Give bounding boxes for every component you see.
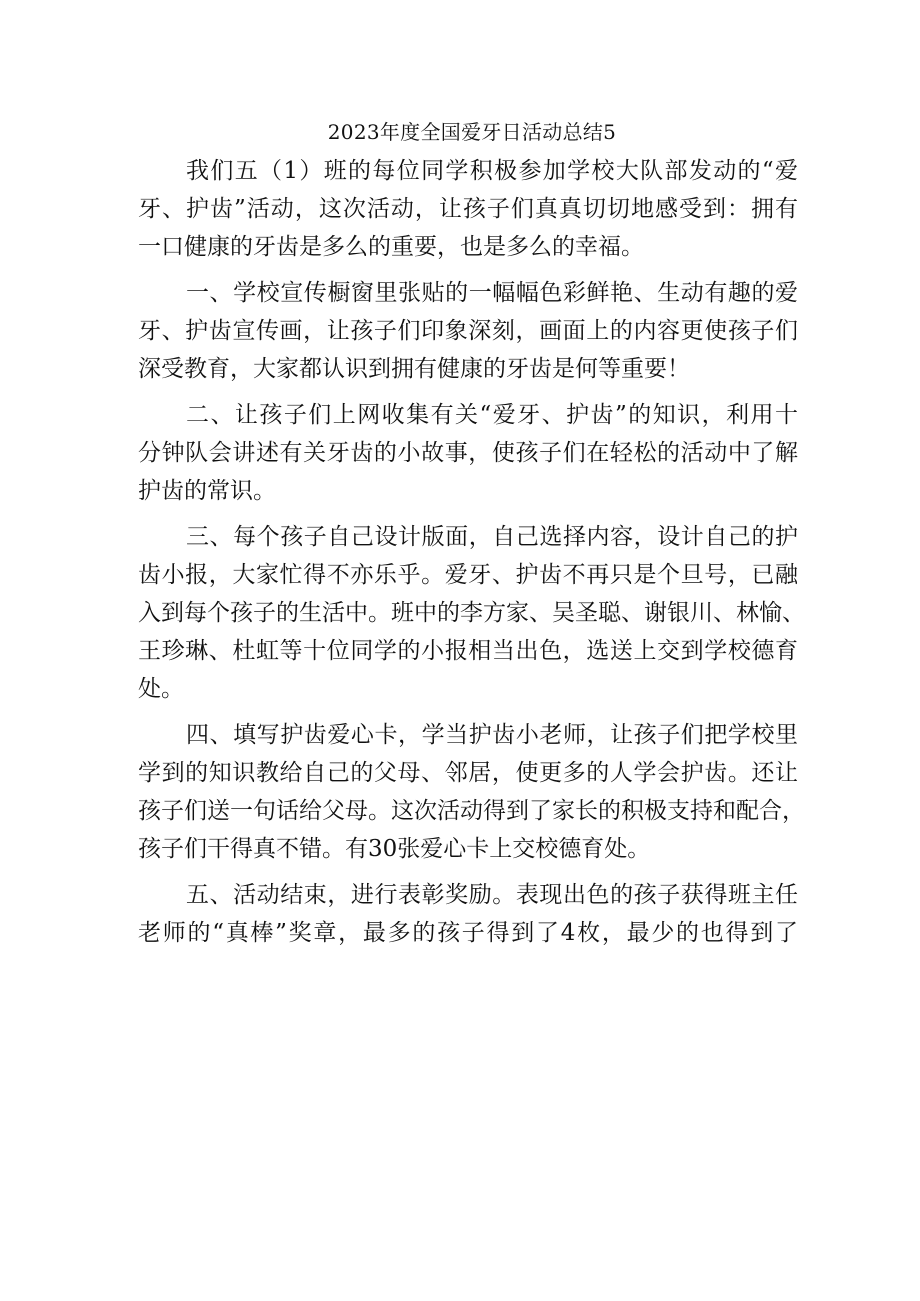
paragraph-line: 牙、护齿”活动，这次活动，让孩子们真真切切地感受到：拥有 [138, 196, 798, 222]
paragraph-line: 入到每个孩子的生活中。班中的李方家、吴圣聪、谢银川、林愉、 [138, 600, 805, 626]
paragraph-line: 深受教育，大家都认识到拥有健康的牙齿是何等重要！ [138, 356, 690, 382]
paragraph-line: 老师的“真棒”奖章，最多的孩子得到了4枚，最少的也得到了 [138, 920, 798, 946]
document-page [138, 112, 805, 960]
paragraph-line: 牙、护齿宣传画，让孩子们印象深刻，画面上的内容更使孩子们 [138, 318, 798, 344]
paragraph-line: 三、每个孩子自己设计版面，自己选择内容，设计自己的护 [186, 524, 798, 550]
paragraph-line: 护齿的常识。 [138, 478, 276, 504]
paragraph-section-1 [138, 274, 798, 388]
paragraph-line: 学到的知识教给自己的父母、邻居，使更多的人学会护齿。还让 [138, 760, 798, 786]
document-title: 2023年度全国爱牙日活动总结5 [327, 120, 617, 144]
paragraph-section-3 [138, 518, 805, 708]
paragraph-section-2 [138, 396, 798, 510]
paragraph-line: 分钟队会讲述有关牙齿的小故事，使孩子们在轻松的活动中了解 [138, 440, 798, 466]
paragraph-line: 齿小报，大家忙得不亦乐乎。爱牙、护齿不再只是个旦号，已融 [138, 562, 798, 588]
paragraph-intro [138, 152, 798, 266]
paragraph-line: 我们五（1）班的每位同学积极参加学校大队部发动的“爱 [186, 158, 798, 184]
paragraph-line: 王珍琳、杜虹等十位同学的小报相当出色，选送上交到学校德育 [138, 638, 798, 664]
paragraph-section-5 [138, 876, 798, 952]
paragraph-line: 二、让孩子们上网收集有关“爱牙、护齿”的知识，利用十 [186, 402, 798, 428]
paragraph-line: 五、活动结束，进行表彰奖励。表现出色的孩子获得班主任 [186, 882, 798, 908]
paragraph-line: 孩子们送一句话给父母。这次活动得到了家长的积极支持和配合， [138, 798, 805, 824]
paragraph-section-4 [138, 716, 805, 868]
paragraph-line: 一、学校宣传橱窗里张贴的一幅幅色彩鲜艳、生动有趣的爱 [186, 280, 798, 306]
paragraph-line: 四、填写护齿爱心卡，学当护齿小老师，让孩子们把学校里 [186, 722, 798, 748]
paragraph-line: 孩子们干得真不错。有30张爱心卡上交校德育处。 [138, 836, 651, 862]
paragraph-line: 处。 [138, 676, 184, 702]
paragraph-line: 一口健康的牙齿是多么的重要，也是多么的幸福。 [138, 234, 644, 260]
